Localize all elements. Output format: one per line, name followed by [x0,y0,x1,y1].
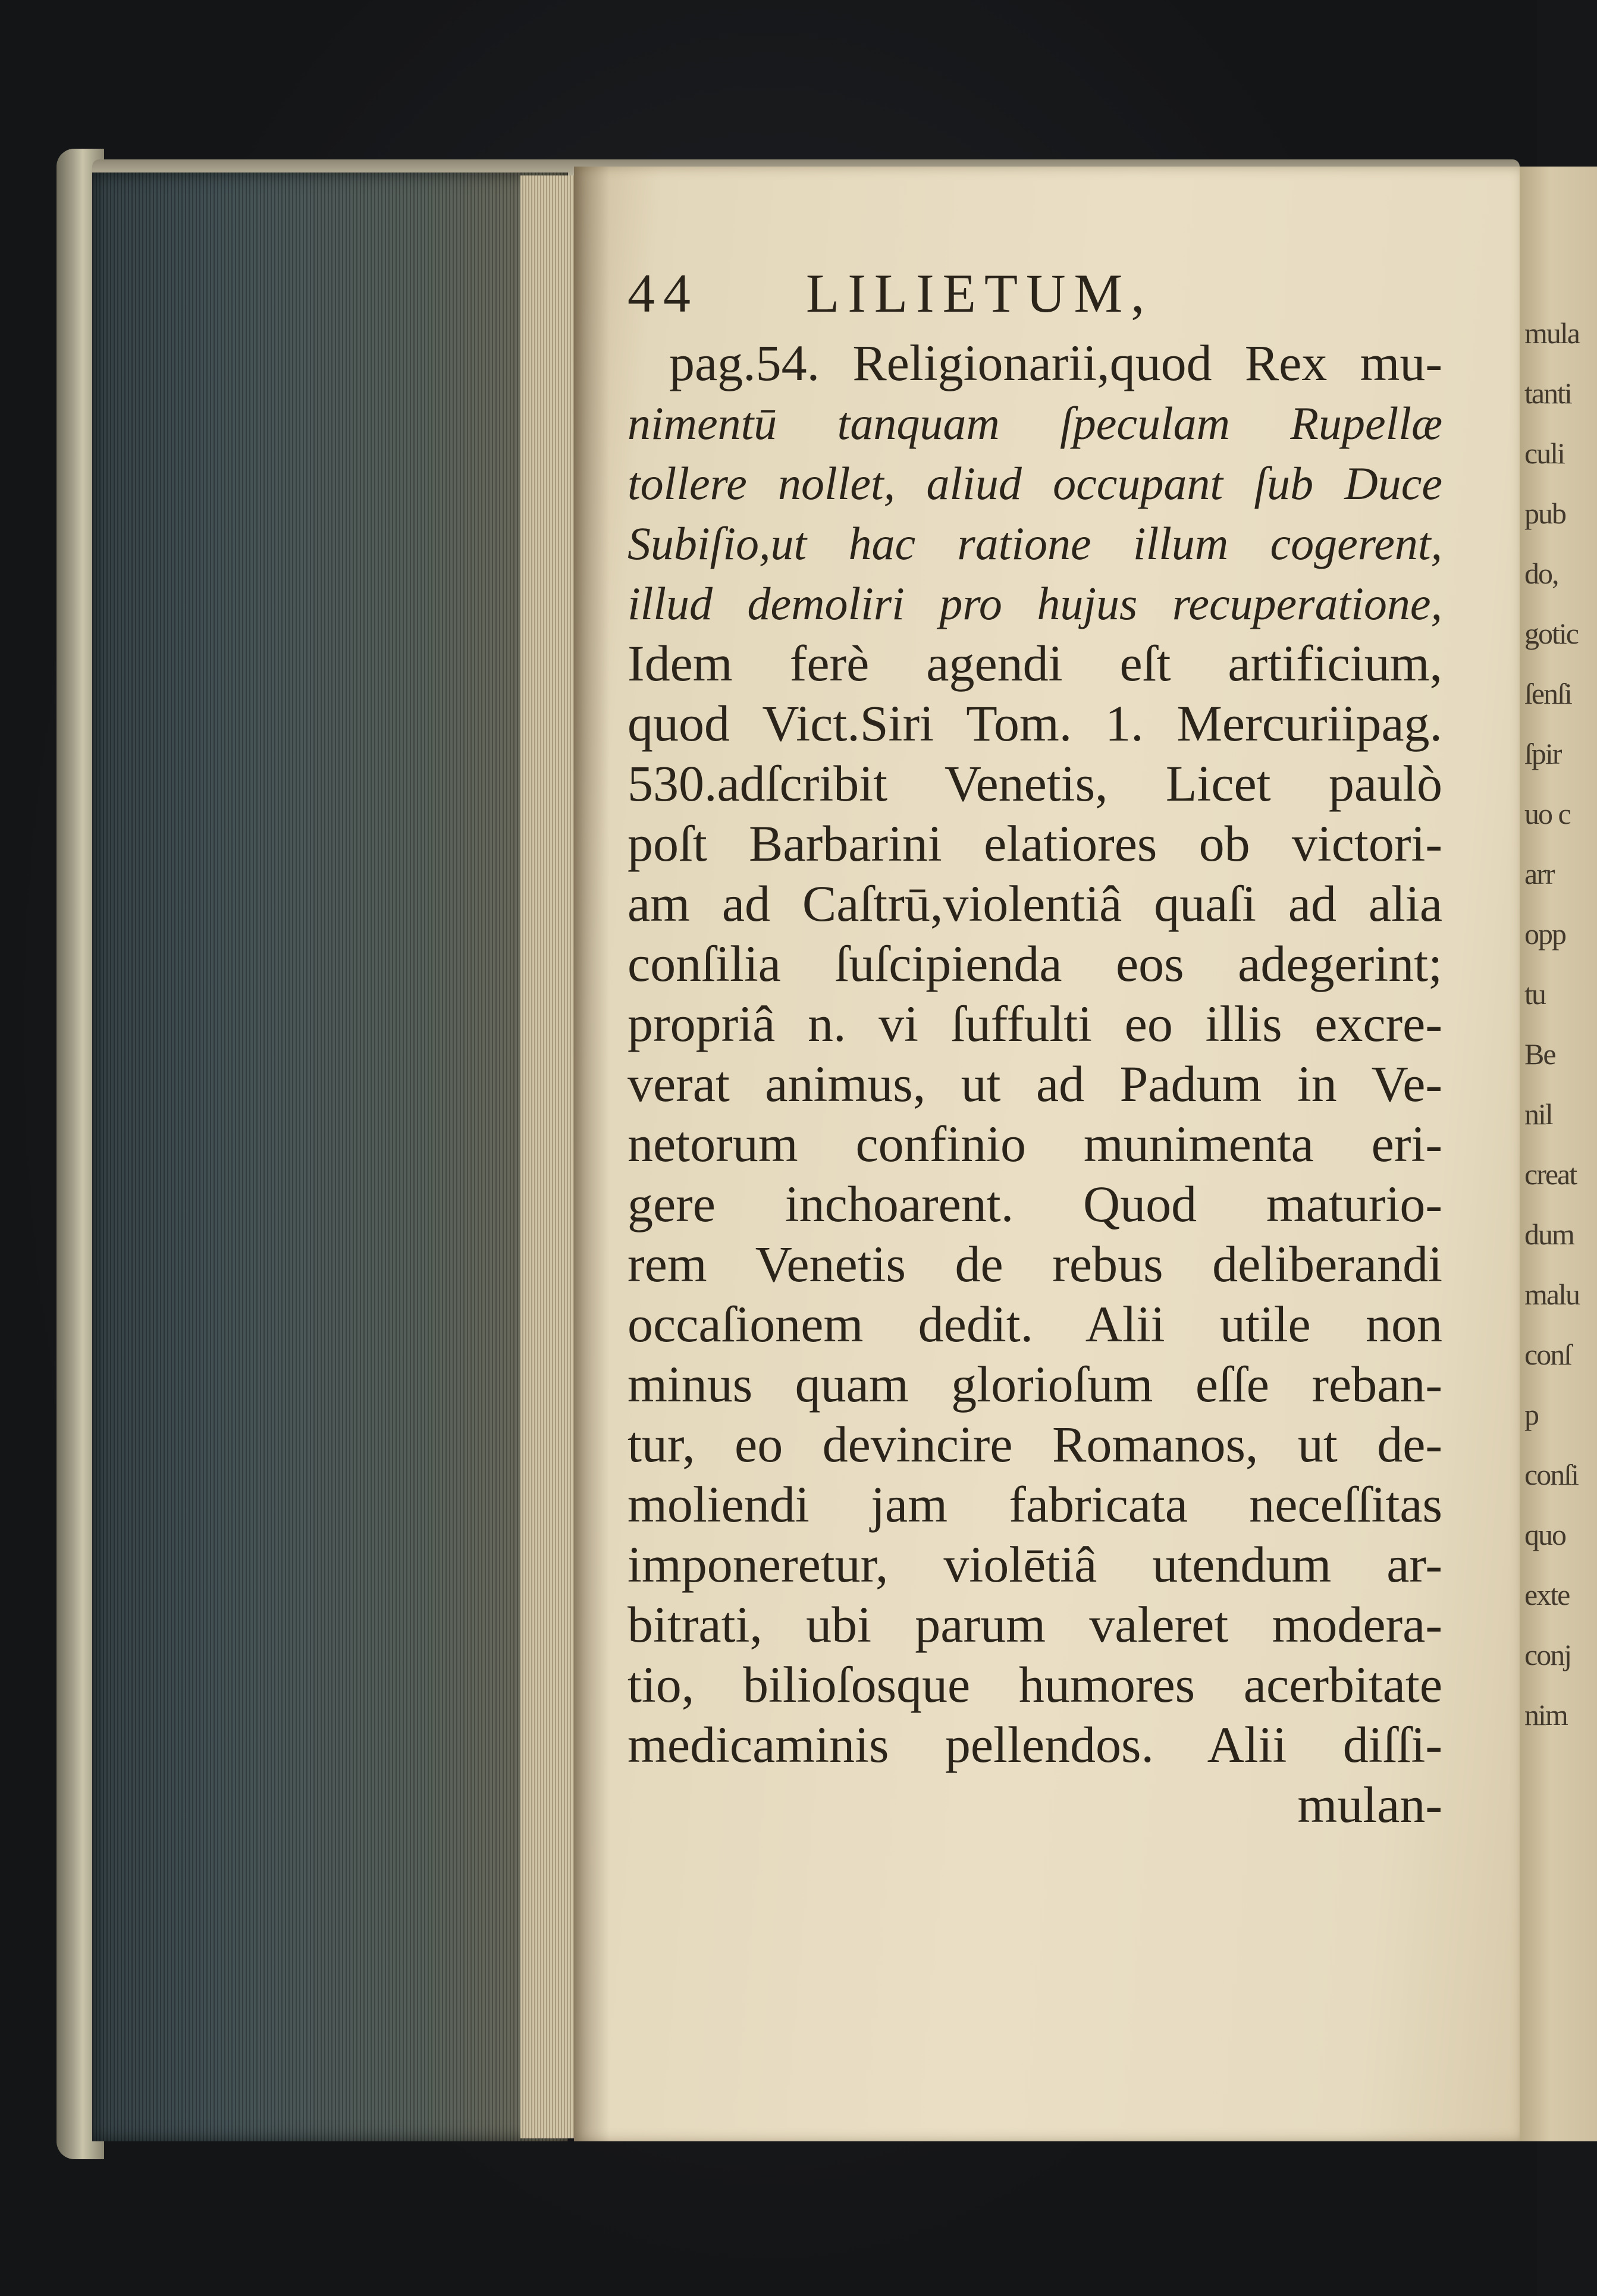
text-line: verat animus, ut ad Padum in Ve- [627,1055,1442,1112]
catchword: mulan- [1297,1776,1442,1833]
text-line: poſt Barbarini elatiores ob victori- [627,815,1442,872]
text-line: moliendi jam fabricata neceſſitas [627,1476,1442,1533]
page-edges [520,175,577,2138]
text-line: nimentū tanquam ſpeculam Rupellæ [627,397,1442,449]
text-line: netorum confinio munimenta eri- [627,1115,1442,1172]
text-line: tio, bilioſosque humores acerbitate [627,1656,1442,1713]
page-number: 44 [627,263,699,324]
running-title: LILIETUM, [806,263,1153,324]
text-line: bitrati, ubi parum valeret modera- [627,1596,1442,1653]
text-line: rem Venetis de rebus deliberandi [627,1235,1442,1293]
running-head [627,262,1442,333]
closed-page-block [92,172,568,2141]
text-line: 530.adſcribit Venetis, Licet paulò [627,755,1442,812]
text-line: conſilia ſuſcipienda eos adegerint; [627,935,1442,992]
text-line: occaſionem dedit. Alii utile non [627,1296,1442,1353]
text-line: propriâ n. vi ſuffulti eo illis excre- [627,995,1442,1052]
page-text-area [627,262,1442,1897]
text-line: medicaminis pellendos. Alii diſſi- [627,1716,1442,1773]
facing-page-fragment [1520,167,1597,2141]
gutter-shadow [574,167,610,2141]
text-line: pag.54. Religionarii,quod Rex mu- [669,334,1442,391]
text-line: Idem ferè agendi eſt artificium, [627,635,1442,692]
text-line: minus quam glorioſum eſſe reban- [627,1356,1442,1413]
text-line: imponeretur, violētiâ utendum ar- [627,1536,1442,1593]
text-line: quod Vict.Siri Tom. 1. Mercuriipag. [627,695,1442,752]
text-line: am ad Caſtrū,violentiâ quaſi ad alia [627,875,1442,932]
text-line: tollere nollet, aliud occupant ſub Duce [627,457,1442,509]
facing-page-text: mula tanti culi pub do, gotic ſenſi ſpir uo c arr opp tu Be nil creat dum malu conſ p conſi quo exte conj nim [1524,316,1579,1732]
text-line: gere inchoarent. Quod maturio- [627,1175,1442,1232]
text-line: Subiſio,ut hac ratione illum cogerent, [627,517,1442,569]
text-line: illud demoliri pro hujus recuperatione, [627,578,1442,629]
text-line: tur, eo devincire Romanos, ut de- [627,1416,1442,1473]
